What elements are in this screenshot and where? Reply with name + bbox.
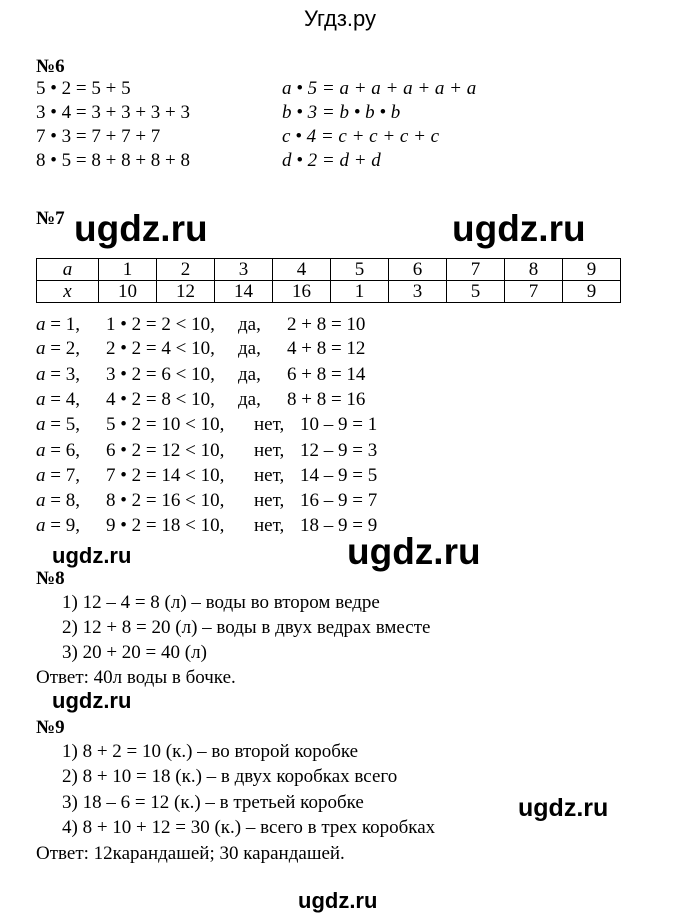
task8-answer: Ответ: 40л воды в бочке. bbox=[36, 667, 236, 688]
case-answer: да, bbox=[238, 364, 261, 385]
task9-line: 4) 8 + 10 + 12 = 30 (к.) – всего в трех коробках bbox=[62, 817, 436, 838]
variable: a bbox=[36, 389, 46, 410]
table-cell: 7 bbox=[505, 281, 563, 303]
case-result: 4 + 8 = 12 bbox=[287, 338, 366, 359]
table-header-cell: a bbox=[37, 259, 99, 281]
table-cell: 2 bbox=[157, 259, 215, 281]
table-cell: 7 bbox=[447, 259, 505, 281]
case-a: = 1, bbox=[50, 314, 80, 335]
table-cell: 9 bbox=[563, 281, 621, 303]
case-a: = 6, bbox=[50, 440, 80, 461]
case-row bbox=[36, 314, 80, 336]
task6-right-line bbox=[282, 102, 400, 124]
task6-right-line bbox=[282, 78, 476, 100]
watermark: ugdz.ru bbox=[298, 888, 378, 913]
table-cell: 10 bbox=[99, 281, 157, 303]
watermark: ugdz.ru bbox=[518, 794, 609, 822]
task6-heading: №6 bbox=[36, 56, 65, 77]
case-a: = 3, bbox=[50, 364, 80, 385]
task9-line: 1) 8 + 2 = 10 (к.) – во второй коробке bbox=[62, 741, 359, 762]
case-a: = 5, bbox=[50, 414, 80, 435]
watermark: ugdz.ru bbox=[452, 208, 586, 249]
task8-line: 1) 12 – 4 = 8 (л) – воды во втором ведре bbox=[62, 592, 380, 613]
expression: • 4 = c + c + c + c bbox=[290, 126, 440, 147]
variable: a bbox=[36, 338, 46, 359]
table-cell: 5 bbox=[447, 281, 505, 303]
variable: b bbox=[282, 102, 292, 123]
site-title: Угдз.ру bbox=[303, 6, 377, 31]
case-answer: нет, bbox=[254, 465, 285, 486]
table-header-cell: x bbox=[37, 281, 99, 303]
task9-heading: №9 bbox=[36, 717, 65, 738]
case-answer: да, bbox=[238, 389, 261, 410]
variable: a bbox=[36, 414, 46, 435]
case-expr: 5 • 2 = 10 < 10, bbox=[106, 414, 225, 435]
values-table bbox=[36, 258, 621, 303]
case-expr: 8 • 2 = 16 < 10, bbox=[106, 490, 225, 511]
case-answer: да, bbox=[238, 314, 261, 335]
case-a: = 2, bbox=[50, 338, 80, 359]
table-cell: 5 bbox=[331, 259, 389, 281]
task7-heading: №7 bbox=[36, 208, 65, 229]
case-row bbox=[36, 515, 80, 537]
case-a: = 9, bbox=[50, 515, 80, 536]
task8-heading: №8 bbox=[36, 568, 65, 589]
case-row bbox=[36, 490, 80, 512]
variable: a bbox=[36, 515, 46, 536]
case-row bbox=[36, 440, 80, 462]
table-cell: 4 bbox=[273, 259, 331, 281]
case-row bbox=[36, 338, 80, 360]
task9-line: 3) 18 – 6 = 12 (к.) – в третьей коробке bbox=[62, 792, 364, 813]
watermark: ugdz.ru bbox=[74, 208, 208, 249]
table-cell: 3 bbox=[389, 281, 447, 303]
table-cell: 12 bbox=[157, 281, 215, 303]
task6-left-line: 7 • 3 = 7 + 7 + 7 bbox=[36, 126, 161, 147]
table-cell: 1 bbox=[99, 259, 157, 281]
case-result: 6 + 8 = 14 bbox=[287, 364, 366, 385]
case-expr: 7 • 2 = 14 < 10, bbox=[106, 465, 225, 486]
watermark: ugdz.ru bbox=[347, 531, 481, 572]
table-cell: 6 bbox=[389, 259, 447, 281]
variable: a bbox=[36, 465, 46, 486]
task9-answer: Ответ: 12карандашей; 30 карандашей. bbox=[36, 843, 345, 864]
table-cell: 3 bbox=[215, 259, 273, 281]
variable: a bbox=[282, 78, 292, 99]
table-cell: 1 bbox=[331, 281, 389, 303]
table-cell: 14 bbox=[215, 281, 273, 303]
case-a: = 7, bbox=[50, 465, 80, 486]
case-result: 14 – 9 = 5 bbox=[300, 465, 378, 486]
variable: a bbox=[36, 440, 46, 461]
expression: • 5 = a + a + a + a + a bbox=[291, 78, 477, 99]
case-result: 12 – 9 = 3 bbox=[300, 440, 378, 461]
case-row bbox=[36, 414, 80, 436]
task6-left-line: 5 • 2 = 5 + 5 bbox=[36, 78, 131, 99]
case-answer: нет, bbox=[254, 440, 285, 461]
table-cell: 9 bbox=[563, 259, 621, 281]
case-result: 2 + 8 = 10 bbox=[287, 314, 366, 335]
case-expr: 1 • 2 = 2 < 10, bbox=[106, 314, 215, 335]
case-expr: 9 • 2 = 18 < 10, bbox=[106, 515, 225, 536]
watermark: ugdz.ru bbox=[52, 688, 132, 713]
expression: • 3 = b • b • b bbox=[291, 102, 401, 123]
variable: a bbox=[36, 364, 46, 385]
case-row bbox=[36, 465, 80, 487]
task6-right-line bbox=[282, 126, 439, 148]
case-row bbox=[36, 389, 80, 411]
case-answer: нет, bbox=[254, 515, 285, 536]
case-result: 10 – 9 = 1 bbox=[300, 414, 378, 435]
table-cell: 8 bbox=[505, 259, 563, 281]
table-row bbox=[37, 259, 621, 281]
variable: a bbox=[36, 314, 46, 335]
expression: • 2 = d + d bbox=[291, 150, 381, 171]
variable: c bbox=[282, 126, 291, 147]
case-result: 8 + 8 = 16 bbox=[287, 389, 366, 410]
case-a: = 4, bbox=[50, 389, 80, 410]
table-row bbox=[37, 281, 621, 303]
task9-line: 2) 8 + 10 = 18 (к.) – в двух коробках всего bbox=[62, 766, 398, 787]
table-cell: 16 bbox=[273, 281, 331, 303]
task6-right-line bbox=[282, 150, 381, 172]
case-a: = 8, bbox=[50, 490, 80, 511]
case-result: 18 – 9 = 9 bbox=[300, 515, 378, 536]
case-result: 16 – 9 = 7 bbox=[300, 490, 378, 511]
case-row bbox=[36, 364, 80, 386]
task8-line: 2) 12 + 8 = 20 (л) – воды в двух ведрах вместе bbox=[62, 617, 431, 638]
case-answer: нет, bbox=[254, 414, 285, 435]
case-answer: да, bbox=[238, 338, 261, 359]
case-expr: 6 • 2 = 12 < 10, bbox=[106, 440, 225, 461]
task8-line: 3) 20 + 20 = 40 (л) bbox=[62, 642, 207, 663]
case-answer: нет, bbox=[254, 490, 285, 511]
watermark: ugdz.ru bbox=[52, 543, 132, 568]
case-expr: 4 • 2 = 8 < 10, bbox=[106, 389, 215, 410]
variable: d bbox=[282, 150, 292, 171]
case-expr: 2 • 2 = 4 < 10, bbox=[106, 338, 215, 359]
variable: a bbox=[36, 490, 46, 511]
task6-left-line: 8 • 5 = 8 + 8 + 8 + 8 bbox=[36, 150, 191, 171]
task6-left-line: 3 • 4 = 3 + 3 + 3 + 3 bbox=[36, 102, 191, 123]
case-expr: 3 • 2 = 6 < 10, bbox=[106, 364, 215, 385]
